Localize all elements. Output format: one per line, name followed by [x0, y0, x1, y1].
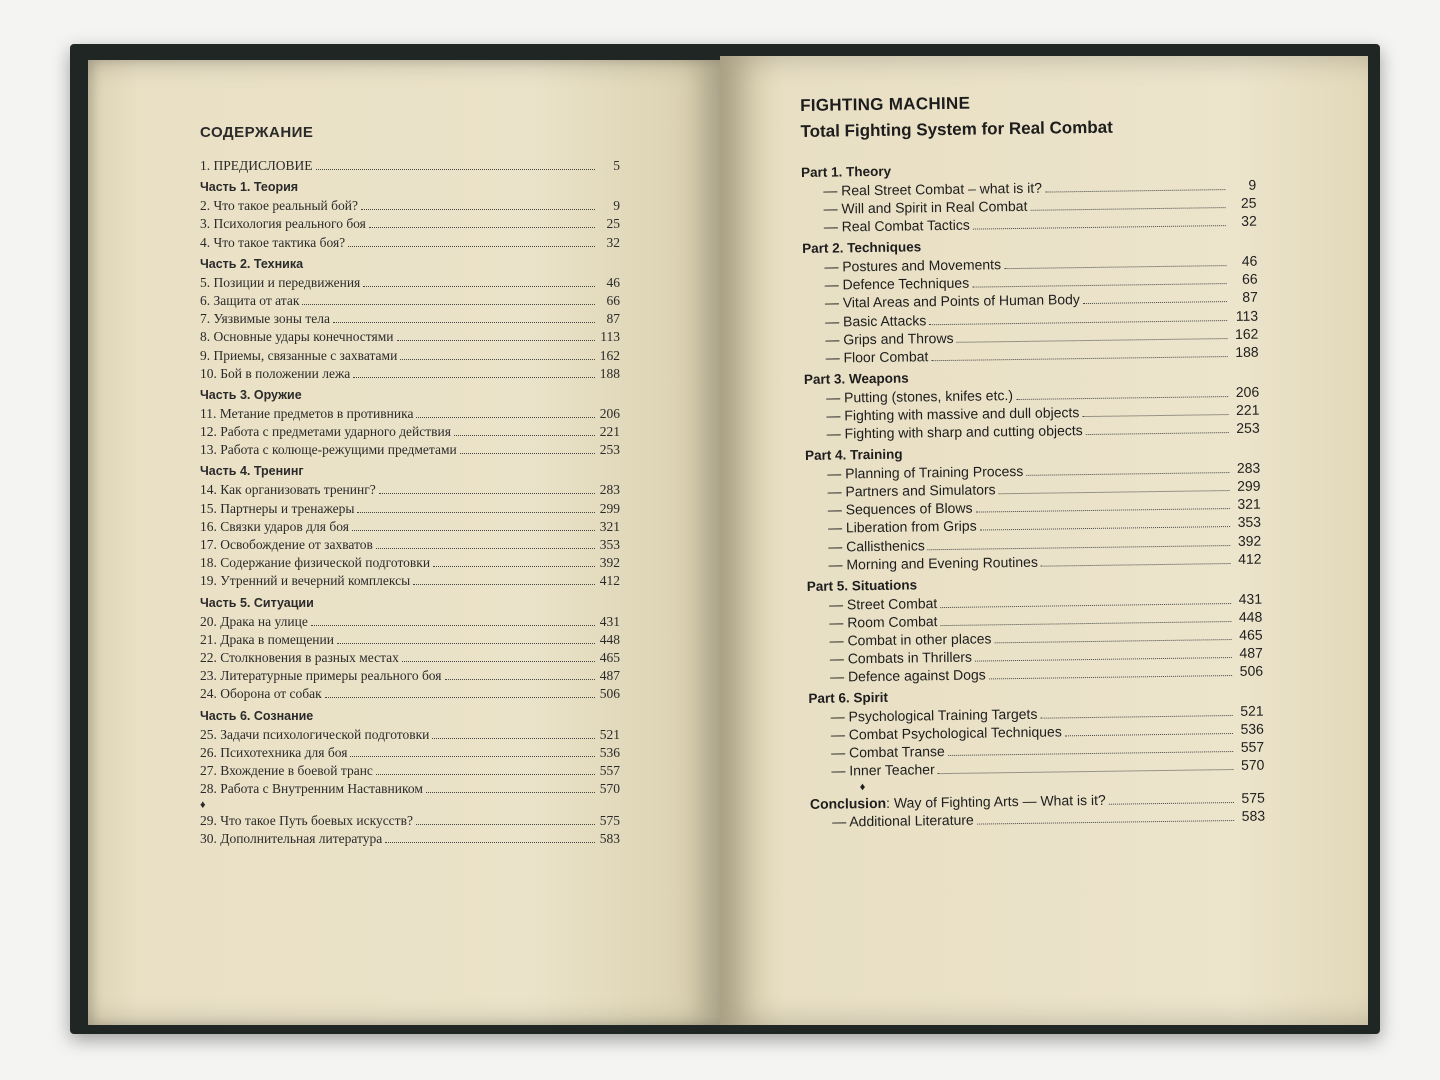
toc-entry-page: 583	[1241, 807, 1266, 824]
right-page	[720, 56, 1368, 1025]
toc-entry-title: — Morning and Evening Routines	[828, 553, 1038, 573]
toc-entry[interactable]	[200, 685, 620, 703]
toc-entry-page: 206	[1235, 383, 1260, 400]
toc-entry-page: 188	[1235, 343, 1259, 360]
toc-leader-dots	[1041, 552, 1231, 567]
toc-entry-title: — Inner Teacher	[831, 761, 935, 780]
toc-entry-title: 15. Партнеры и тренажеры	[200, 500, 355, 516]
toc-entry-title: — Street Combat	[828, 594, 938, 613]
toc-entry[interactable]	[200, 812, 620, 830]
toc-entry-page: 113	[600, 329, 620, 345]
toc-part-heading: Часть 2. Техника	[200, 256, 304, 271]
toc-entry-title: 17. Освобождение от захватов	[200, 537, 373, 552]
toc-part-heading: Часть 1. Теория	[200, 180, 299, 195]
toc-entry[interactable]	[200, 215, 620, 233]
toc-part-heading: Часть 4. Тренинг	[200, 464, 304, 479]
toc-leader-dots	[956, 327, 1227, 343]
toc-entry-page: 448	[1238, 608, 1263, 625]
toc-entry-title: — Planning of Training Process	[827, 463, 1024, 482]
toc-entry[interactable]	[200, 274, 620, 292]
toc-entry-title: — Will and Spirit in Real Combat	[823, 197, 1028, 217]
toc-entry-title: 10. Бой в положении лежа	[200, 365, 351, 381]
toc-entry-title: 21. Драка в помещении	[200, 631, 334, 647]
book-subtitle: Total Fighting System for Real Combat	[800, 117, 1113, 141]
toc-leader-dots	[432, 727, 595, 739]
toc-title: СОДЕРЖАНИЕ	[200, 124, 314, 141]
toc-leader-dots	[1026, 461, 1229, 476]
toc-entry[interactable]	[200, 667, 620, 685]
toc-entry[interactable]	[200, 518, 620, 536]
toc-entry-page: 87	[1242, 289, 1258, 306]
toc-part-heading: Part 5. Situations	[806, 577, 918, 594]
toc-entry-title: — Basic Attacks	[825, 311, 927, 330]
toc-entry-page: 487	[599, 668, 620, 684]
toc-entry-page: 283	[1236, 459, 1261, 477]
toc-entry-page: 412	[599, 573, 620, 589]
toc-entry-page: 283	[599, 482, 620, 498]
toc-part-heading: Часть 5. Ситуации	[200, 595, 314, 610]
toc-entry-page: 570	[599, 781, 620, 797]
toc-entry-page: 162	[1234, 325, 1259, 342]
toc-leader-dots	[1045, 178, 1225, 193]
toc-leader-dots	[973, 214, 1226, 230]
book-title: FIGHTING MACHINE	[800, 93, 971, 115]
toc-entry-title: — Defence Techniques	[824, 275, 970, 294]
toc-entry-title: — Fighting with sharp and cutting objects	[826, 422, 1083, 442]
toc-entry-page: 353	[599, 537, 620, 552]
toc-entry-title: 22. Столкновения в разных местах	[200, 649, 399, 665]
toc-entry-page: 557	[599, 762, 620, 778]
toc-entry-page: 32	[1241, 212, 1257, 230]
toc-entry-title: 9. Приемы, связанные с захватами	[200, 347, 398, 363]
toc-entry-page: 321	[599, 518, 620, 534]
toc-entry-page: 87	[606, 311, 620, 327]
toc-entry-title: 4. Что такое тактика боя?	[200, 234, 346, 250]
toc-entry-page: 570	[1240, 757, 1265, 774]
toc-entry-title: 14. Как организовать тренинг?	[200, 482, 376, 498]
toc-leader-dots	[379, 482, 595, 494]
toc-entry-page: 575	[1241, 789, 1265, 806]
toc-leader-dots	[1030, 196, 1225, 211]
toc-entry-page: 66	[1241, 271, 1258, 288]
toc-leader-dots	[948, 740, 1234, 756]
toc-part-heading: Part 2. Techniques	[802, 239, 922, 257]
toc-leader-dots	[350, 745, 595, 757]
toc-entry[interactable]	[200, 328, 620, 346]
toc-entry-page: 5	[613, 158, 620, 173]
toc-entry-page: 465	[599, 649, 620, 665]
toc-leader-dots	[445, 668, 595, 680]
toc-entry[interactable]	[200, 423, 620, 441]
toc-leader-dots	[400, 348, 595, 360]
toc-entry-page: 46	[1241, 252, 1258, 270]
toc-leader-dots	[416, 813, 595, 825]
toc-entry[interactable]	[200, 292, 620, 310]
toc-leader-dots	[397, 329, 595, 341]
toc-leader-dots	[325, 686, 595, 698]
toc-leader-dots	[460, 442, 595, 454]
toc-entry-title: 8. Основные удары конечностями	[200, 329, 394, 345]
toc-entry-page: 206	[599, 405, 620, 421]
toc-entry-title: — Sequences of Blows	[827, 499, 973, 518]
toc-entry-page: 465	[1239, 626, 1263, 643]
toc-entry[interactable]	[200, 197, 620, 215]
toc-entry-title: 6. Защита от атак	[200, 292, 300, 308]
toc-leader-dots	[931, 345, 1227, 361]
toc-entry-page: 9	[613, 198, 620, 214]
toc-leader-dots	[940, 610, 1231, 626]
toc-entry-title: — Vital Areas and Points of Human Body	[824, 291, 1080, 312]
toc-entry-title: — Callisthenics	[828, 536, 925, 555]
toc-leader-dots	[357, 501, 595, 513]
toc-entry[interactable]	[200, 157, 620, 175]
toc-entry-page: 221	[1235, 401, 1260, 418]
left-page	[88, 60, 720, 1025]
toc-entry-page: 431	[599, 613, 620, 629]
toc-entry[interactable]	[200, 780, 620, 798]
toc-leader-dots	[980, 515, 1231, 530]
toc-entry-title: — Fighting with massive and dull objects	[826, 404, 1080, 424]
toc-entry[interactable]	[200, 744, 620, 762]
toc-part-heading: Part 4. Training	[804, 446, 903, 464]
toc-entry-title: 24. Оборона от собак	[200, 686, 322, 702]
toc-leader-dots	[433, 555, 595, 567]
toc-leader-dots	[1082, 403, 1228, 417]
toc-entry-page: 557	[1240, 738, 1265, 756]
toc-entry[interactable]	[200, 481, 620, 499]
toc-entry-title: 29. Что такое Путь боевых искусств?	[200, 813, 413, 829]
toc-entry-title: — Postures and Movements	[824, 256, 1002, 275]
toc-leader-dots	[316, 158, 595, 170]
toc-leader-dots	[337, 632, 595, 644]
toc-leader-dots	[333, 311, 595, 323]
toc-part-heading: Part 3. Weapons	[803, 370, 909, 387]
toc-entry-page: 188	[599, 365, 620, 381]
toc-leader-dots	[972, 272, 1227, 288]
toc-entry[interactable]	[200, 441, 620, 459]
toc-entry[interactable]	[200, 310, 620, 328]
toc-leader-dots	[929, 309, 1227, 325]
toc-leader-dots	[940, 592, 1231, 608]
toc-leader-dots	[938, 758, 1234, 774]
toc-entry-title: 19. Утренний и вечерний комплексы	[200, 573, 411, 589]
toc-entry-page: 162	[599, 347, 620, 363]
toc-entry[interactable]	[200, 365, 620, 383]
toc-entry-page: 9	[1248, 176, 1257, 193]
toc-leader-dots	[975, 646, 1232, 662]
toc-leader-dots	[348, 235, 595, 247]
toc-entry[interactable]	[200, 830, 620, 848]
toc-entry-page: 536	[599, 744, 620, 760]
toc-entry-title: 1. ПРЕДИСЛОВИЕ	[200, 158, 313, 173]
toc-leader-dots	[1065, 722, 1233, 736]
toc-entry-title: — Combat in other places	[829, 630, 992, 649]
toc-entry[interactable]	[200, 347, 620, 365]
toc-entry-title: — Liberation from Grips	[827, 517, 977, 537]
toc-entry-page: 25	[1240, 194, 1257, 211]
toc-leader-dots	[413, 573, 595, 585]
toc-entry-page: 66	[606, 292, 620, 308]
conclusion-label: Conclusion	[809, 794, 887, 812]
toc-entry-title: — Putting (stones, knifes etc.)	[826, 386, 1014, 406]
toc-leader-dots	[311, 614, 595, 626]
toc-leader-dots	[1004, 254, 1227, 269]
toc-entry-title: 12. Работа с предметами ударного действия	[200, 424, 451, 440]
toc-entry-title: 18. Содержание физической подготовки	[200, 555, 431, 571]
toc-entry-title: 30. Дополнительная литература	[200, 831, 383, 847]
toc-entry-title: 7. Уязвимые зоны тела	[200, 311, 330, 327]
toc-entry-title: — Combats in Thrillers	[829, 648, 973, 667]
toc-leader-dots	[361, 198, 595, 210]
russian-toc	[200, 124, 620, 849]
toc-entry-title: — Grips and Throws	[825, 329, 954, 348]
toc-entry-title: — Additional Literature	[832, 811, 974, 830]
toc-entry[interactable]	[200, 613, 620, 631]
toc-leader-dots	[989, 664, 1233, 679]
toc-entry[interactable]	[200, 726, 620, 744]
toc-entry-page: 431	[1238, 590, 1263, 607]
toc-part-heading: Part 1. Theory	[800, 163, 892, 180]
toc-entry-title: 28. Работа с Внутренним Наставником	[200, 781, 423, 797]
toc-entry-title: — Combat Transe	[831, 743, 945, 761]
toc-leader-dots	[454, 424, 595, 436]
toc-entry[interactable]	[200, 536, 620, 554]
toc-entry-page: 221	[599, 424, 620, 440]
toc-entry-page: 113	[1235, 307, 1259, 324]
toc-entry-page: 536	[1240, 720, 1264, 738]
toc-leader-dots	[416, 406, 595, 418]
toc-entry-title: — Floor Combat	[825, 347, 929, 366]
toc-leader-dots	[385, 831, 595, 843]
toc-leader-dots	[928, 534, 1231, 550]
english-toc	[800, 90, 1265, 831]
toc-entry-page: 448	[599, 631, 620, 647]
toc-leader-dots	[977, 809, 1235, 825]
toc-list	[200, 157, 620, 849]
toc-leader-dots	[994, 628, 1231, 643]
toc-leader-dots	[1109, 791, 1234, 805]
toc-entry-title: — Combat Psychological Techniques	[830, 723, 1062, 743]
toc-entry-page: 506	[1239, 662, 1264, 679]
toc-entry-page: 299	[599, 500, 620, 516]
toc-entry-page: 299	[1237, 477, 1261, 495]
toc-entry-page: 521	[1240, 702, 1264, 720]
toc-entry-page: 575	[599, 813, 620, 829]
toc-entry[interactable]	[200, 554, 620, 572]
toc-entry[interactable]	[200, 631, 620, 649]
toc-entry[interactable]	[200, 405, 620, 423]
toc-entry[interactable]	[200, 762, 620, 780]
toc-leader-dots	[376, 763, 595, 775]
toc-entry-page: 253	[1236, 419, 1260, 436]
toc-leader-dots	[369, 216, 595, 228]
toc-entry-page: 321	[1237, 495, 1261, 513]
toc-leader-dots	[1083, 291, 1227, 305]
toc-part-heading: Часть 6. Сознание	[200, 708, 314, 723]
toc-entry-title: — Real Combat Tactics	[823, 216, 970, 235]
toc-entry[interactable]	[200, 234, 620, 252]
toc-entry-page: 412	[1238, 550, 1262, 567]
toc-leader-dots	[426, 781, 595, 793]
toc-leader-dots	[352, 519, 595, 531]
toc-entry-page: 521	[599, 726, 620, 742]
toc-entry[interactable]	[200, 500, 620, 518]
toc-entry-title: — Real Street Combat – what is it?	[823, 179, 1043, 199]
toc-leader-dots	[353, 366, 595, 378]
toc-entry-title: : Way of Fighting Arts — What is it?	[885, 791, 1106, 811]
toc-entry-page: 25	[606, 216, 620, 232]
toc-entry-title: 27. Вхождение в боевой транс	[200, 762, 373, 778]
toc-entry[interactable]	[200, 649, 620, 667]
toc-entry-title: 2. Что такое реальный бой?	[200, 198, 358, 214]
toc-entry-title: 26. Психотехника для боя	[200, 744, 348, 760]
toc-leader-dots	[975, 497, 1229, 513]
toc-entry-title: 23. Литературные примеры реального боя	[200, 668, 442, 684]
toc-entry-title: — Psychological Training Targets	[830, 705, 1038, 725]
toc-entry-page: 506	[599, 686, 620, 702]
toc-entry-page: 583	[599, 831, 620, 847]
diamond-separator: ♦	[200, 799, 206, 812]
toc-leader-dots	[302, 293, 595, 305]
toc-entry-page: 46	[606, 274, 620, 290]
toc-entry-title: 5. Позиции и передвижения	[200, 274, 361, 290]
toc-entry-title: 16. Связки ударов для боя	[200, 518, 349, 534]
toc-entry-title: 25. Задачи психологической подготовки	[200, 726, 430, 742]
toc-entry-title: 20. Драка на улице	[200, 613, 308, 629]
toc-leader-dots	[1040, 704, 1232, 719]
toc-leader-dots	[998, 479, 1229, 494]
toc-entry-title: — Room Combat	[829, 612, 938, 631]
toc-leader-dots	[402, 650, 595, 662]
toc-entry[interactable]	[200, 572, 620, 590]
toc-part-heading: Part 6. Spirit	[808, 689, 889, 707]
toc-entry-title: 11. Метание предметов в противника	[200, 405, 414, 421]
toc-list	[801, 158, 1265, 831]
toc-leader-dots	[376, 537, 595, 549]
toc-leader-dots	[363, 275, 595, 287]
toc-entry-page: 353	[1237, 514, 1262, 531]
toc-entry-page: 253	[599, 442, 620, 458]
toc-entry-title: 13. Работа с колюще-режущими предметами	[200, 442, 457, 458]
toc-part-heading: Часть 3. Оружие	[200, 387, 302, 402]
toc-leader-dots	[1016, 385, 1228, 400]
toc-entry-title: — Defence against Dogs	[829, 666, 986, 685]
toc-entry-page: 392	[599, 555, 620, 571]
toc-entry-title: 3. Психология реального боя	[200, 216, 366, 232]
toc-entry-title: — Partners and Simulators	[827, 481, 996, 500]
diamond-separator: ♦	[859, 780, 866, 793]
toc-entry-page: 32	[606, 234, 620, 250]
toc-leader-dots	[1086, 421, 1229, 435]
toc-entry-page: 487	[1239, 644, 1263, 661]
toc-entry-page: 392	[1237, 532, 1262, 549]
